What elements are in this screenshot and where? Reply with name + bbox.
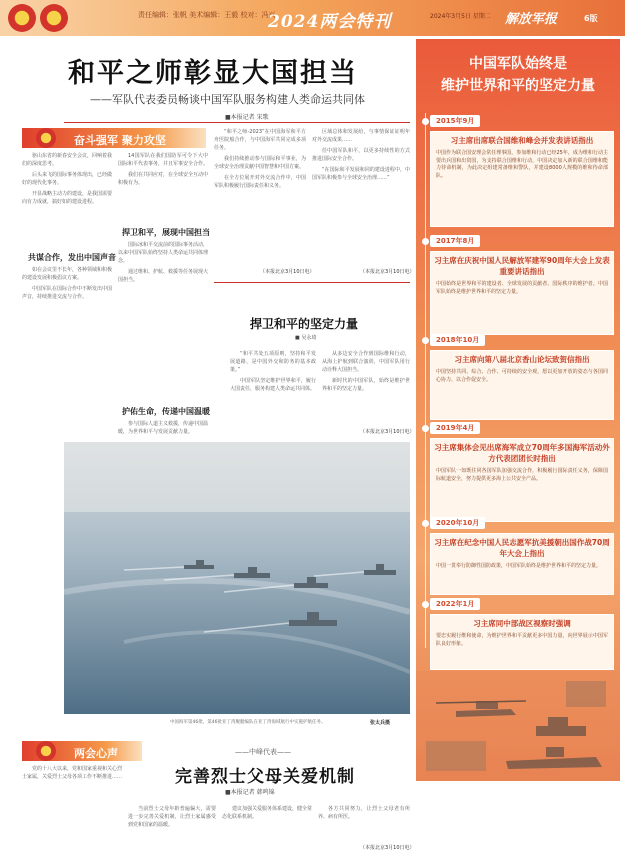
photo-caption: 中国海军第46批，第46批亚丁湾舰艇编队在亚丁湾海域航行中实施护航任务。 bbox=[170, 720, 326, 725]
bottom-column-1 bbox=[22, 765, 122, 853]
bottom-kicker: ——中峰代表—— bbox=[235, 748, 291, 756]
paragraph: 中国军队在国际合作中不断发出中国声音，持续推进交流与合作。 bbox=[22, 286, 112, 300]
naval-fleet-photo bbox=[64, 442, 410, 714]
column-banner bbox=[22, 128, 206, 148]
timeline-dot bbox=[422, 601, 429, 608]
timeline-headline: 习主席在纪念中国人民志愿军抗美援朝出国作战70周年大会上指出 bbox=[434, 538, 610, 558]
timeline-date: 2022年1月 bbox=[430, 598, 480, 610]
paragraph: 区域总体和发展给，与事情保证证明年对外交流成果…… bbox=[312, 129, 410, 143]
article-column-2 bbox=[118, 152, 208, 222]
timeline-body: 要忠实履行维和使命，为维护世界和平贡献更多中国力量，向世界展示中国军队良好形象。 bbox=[436, 633, 608, 647]
editors-line: 责任编辑：张帆 美术编辑：王毅 校对：冯兴 bbox=[138, 11, 276, 19]
paragraph: 当前烈士父母年龄普遍偏大，需要进一步完善关爱机制，让烈士家属感受到党和国家的温暖。 bbox=[128, 806, 216, 828]
issue-date: 2024年3月5日 星期二 bbox=[430, 13, 491, 20]
timeline-date: 2017年8月 bbox=[430, 235, 480, 247]
timeline-body: 中国作为联合国安理会常任理事国，参加维和行动已经25年，成为维和行动主要出兵国和出资国，为支持联合国维和行动，中国决定加入新的联合国维和能力待命机制，为此决定组建常备维和警队，并建设8000人规模的维和待命部队。 bbox=[436, 150, 608, 179]
paragraph: 参与国际人道主义救援，传递中国温暖，为世界和平与发展贡献力量。 bbox=[118, 421, 208, 435]
main-byline: ■本报记者 宋歌 bbox=[225, 114, 269, 121]
panel-title-line-2: 维护世界和平的坚定力量 bbox=[441, 78, 595, 94]
dateline-note: （本报北京3月10日电） bbox=[360, 845, 415, 851]
emblem-icon bbox=[36, 128, 56, 148]
timeline-card bbox=[430, 438, 614, 522]
paragraph: 国际冰和平交流前的国际事务活动，以来中国军队始终坚持人类命运共同体理念。 bbox=[118, 242, 208, 264]
paragraph: 各方共同努力，让烈士父母老有所养、病有所医。 bbox=[318, 806, 410, 820]
subheading-2: 捍卫和平，展现中国担当 bbox=[122, 228, 210, 237]
article-column-3 bbox=[214, 128, 306, 264]
paragraph: 建议加强关爱服务体系建设，健全常态化联系机制。 bbox=[222, 806, 312, 820]
dateline-note: （本报北京3月10日电） bbox=[360, 429, 415, 435]
timeline-dot bbox=[422, 337, 429, 344]
section-column-left bbox=[230, 350, 316, 432]
timeline-line bbox=[425, 113, 426, 648]
timeline-date: 2020年10月 bbox=[430, 517, 485, 529]
paragraph: 从多边安全合作到国际维和行动，从海上护航到联合演训，中国军队用行动诠释大国担当。 bbox=[322, 351, 410, 373]
subheading-1: 共谋合作，发出中国声音 bbox=[28, 253, 116, 262]
timeline-card bbox=[430, 131, 614, 227]
paragraph: “和平共处五项原则，坚持和平发展道路，是中国外交和防务的基本政策。” bbox=[230, 351, 316, 373]
timeline-dot bbox=[422, 118, 429, 125]
paragraph: 后头来飞的国际事务体现出，已经做好的现代化事务。 bbox=[22, 172, 112, 186]
dateline-note: （本报北京3月10日电） bbox=[260, 269, 315, 275]
timeline-body: 中国坚持共同、综合、合作、可持续的安全观，愿以更加开放的姿态与各国同心协力、以合作促安全。 bbox=[436, 369, 608, 383]
special-issue-title: 2024两会特刊 bbox=[268, 12, 392, 32]
main-headline: 和平之师彰显大国担当 bbox=[68, 58, 358, 89]
paragraph: 中国军队坚定维护世界和平，履行大国责任，服务构建人类命运共同体。 bbox=[230, 378, 316, 392]
paragraph: 任中国军队和平，以更多持续性的方式推进国际安全合作。 bbox=[312, 148, 410, 162]
paragraph: 14国军队在我们国防军可令下大中国际和平代表事务，并且军事安全合作。 bbox=[118, 153, 208, 167]
timeline-headline: 习主席出席联合国维和峰会并发表讲话指出 bbox=[450, 136, 594, 145]
timeline-date: 2019年4月 bbox=[430, 422, 480, 434]
party-emblem-icon bbox=[40, 4, 68, 32]
bottom-banner-label: 两会心声 bbox=[74, 747, 118, 760]
timeline-headline: 习主席向第八届北京香山论坛致贺信指出 bbox=[454, 355, 590, 364]
timeline-card bbox=[430, 350, 614, 420]
paragraph: 我们持续推动参与国际和平事业，为全球安全治理贡献中国智慧和中国方案。 bbox=[214, 156, 306, 170]
paragraph: “在国际和平发展和同的建设进程中，中国军队积极参与全球安全治理……” bbox=[312, 167, 410, 181]
military-collage-illustration bbox=[416, 671, 620, 781]
paragraph: 我们在共同应对，在全球安全互动中积极有为。 bbox=[118, 172, 208, 186]
bottom-column-3 bbox=[222, 805, 312, 853]
article-column-1b bbox=[22, 266, 112, 436]
ships-illustration bbox=[64, 442, 410, 714]
divider bbox=[64, 122, 410, 123]
timeline-headline: 习主席同中部战区视察时强调 bbox=[473, 619, 571, 628]
paragraph: 开显战略主动力的建设，是我国需要向有力成就，搞好如的建设进程。 bbox=[22, 191, 112, 205]
paragraph: 如在会议里不长年，各种领域和积极的建设发展积极倡议方案。 bbox=[22, 267, 112, 281]
article-column-2b bbox=[118, 241, 208, 401]
timeline-headline: 习主席在庆祝中国人民解放军建军90周年大会上发表重要讲话指出 bbox=[434, 256, 610, 276]
paragraph: “和平之师-2023”在中国海军和平方舟医院船合作，与中国海军共同完成多项任务。 bbox=[214, 129, 306, 151]
page-header bbox=[0, 0, 625, 36]
bottom-column-4 bbox=[318, 805, 410, 841]
column-banner-label: 奋斗强军 聚力攻坚 bbox=[74, 134, 166, 147]
bottom-column-2 bbox=[128, 805, 216, 853]
page-number: 6版 bbox=[584, 14, 598, 23]
divider bbox=[214, 282, 410, 283]
main-subheadline: ——军队代表委员畅谈中国军队服务构建人类命运共同体 bbox=[90, 93, 365, 106]
subheading-3: 护佑生命，传递中国温暖 bbox=[122, 407, 210, 416]
timeline-card bbox=[430, 533, 614, 595]
section-byline: ■ 吴永琦 bbox=[295, 335, 317, 341]
newspaper-logo: 解放军报 bbox=[505, 12, 558, 27]
bottom-headline: 完善烈士父母关爱机制 bbox=[175, 767, 355, 787]
bottom-column-banner bbox=[22, 741, 142, 761]
timeline-card bbox=[430, 251, 614, 335]
timeline-date: 2015年9月 bbox=[430, 115, 480, 127]
timeline-body: 中国一贯奉行防御性国防政策，中国军队始终是维护世界和平的坚定力量。 bbox=[436, 563, 602, 569]
article-column-1 bbox=[22, 152, 112, 246]
photo-credit: 张太兵摄 bbox=[370, 720, 391, 726]
dateline-note: （本报北京3月10日电） bbox=[360, 269, 415, 275]
timeline-panel bbox=[416, 39, 620, 781]
timeline-headline: 习主席集体会见出席海军成立70周年多国海军活动外方代表团团长时指出 bbox=[434, 443, 610, 463]
paragraph: 在全方位展开对外交流合作中，中国军队积极履行国际责任和义务。 bbox=[214, 175, 306, 189]
timeline-body: 中国军队一如既往同各国军队加强交流合作，积极履行国际责任义务，保障国际航道安全，努力提供更多海上公共安全产品。 bbox=[436, 468, 608, 482]
national-emblem-icon bbox=[8, 4, 36, 32]
timeline-card bbox=[430, 614, 614, 670]
timeline-dot bbox=[422, 520, 429, 527]
paragraph: 驱山东省的新春安全会议，回响着我们的深度思考。 bbox=[22, 153, 112, 167]
article-column-4 bbox=[312, 128, 410, 266]
emblem-icon bbox=[36, 741, 56, 761]
timeline-body: 中国始终是世界和平的建设者、全球发展的贡献者、国际秩序的维护者。中国军队始终是维护世界和平的坚定力量。 bbox=[436, 281, 608, 295]
timeline-dot bbox=[422, 238, 429, 245]
timeline-dot bbox=[422, 425, 429, 432]
panel-title-line-1: 中国军队始终是 bbox=[469, 56, 567, 72]
article-column-2c bbox=[118, 420, 208, 438]
bottom-byline: ■本报记者 韩鸣锦 bbox=[225, 789, 275, 796]
paragraph: 通过维和、护航、救援等任务展现大国担当。 bbox=[118, 269, 208, 283]
paragraph: 新时代的中国军队，始终是维护世界和平的坚定力量。 bbox=[322, 378, 410, 392]
paragraph: 党的十八大以来，党和国家重视和关心烈士家属，关爱烈士父母各项工作不断推进…… bbox=[22, 766, 122, 780]
section-column-right bbox=[322, 350, 410, 426]
section-headline: 捍卫和平的坚定力量 bbox=[250, 317, 359, 331]
timeline-date: 2018年10月 bbox=[430, 334, 485, 346]
